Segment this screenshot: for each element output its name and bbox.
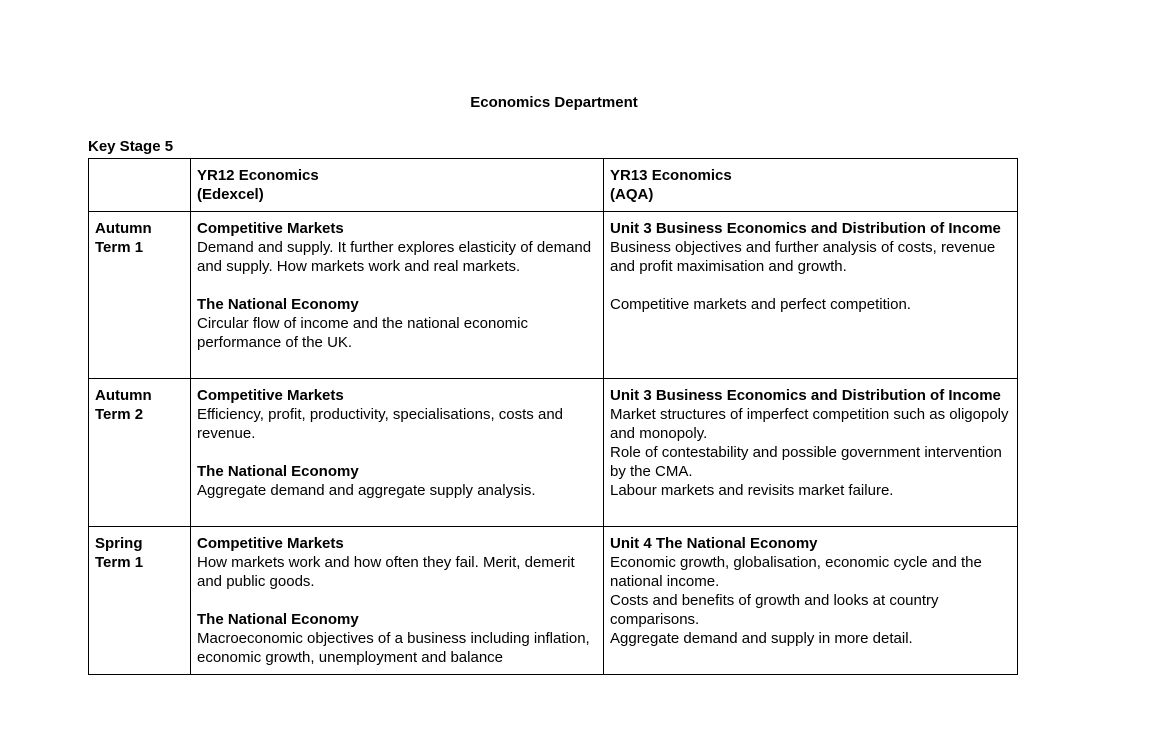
topic-heading: The National Economy (197, 463, 359, 480)
header-yr13-title: YR13 Economics (610, 167, 732, 184)
topic-heading: Unit 3 Business Economics and Distribution of Income (610, 220, 1001, 237)
header-yr13-board: (AQA) (610, 186, 654, 203)
topic-text: Macroeconomic objectives of a business including inflation, economic growth, unemployment and balance (197, 630, 590, 666)
page-title: Economics Department (470, 94, 638, 111)
topic-text: Labour markets and revisits market failure. (610, 482, 894, 499)
table-row (89, 379, 1018, 527)
header-empty-cell (89, 159, 191, 212)
topic-text: How markets work and how often they fail. Merit, demerit and public goods. (197, 554, 575, 590)
key-stage-heading: Key Stage 5 (88, 138, 174, 155)
topic-text: Market structures of imperfect competition such as oligopoly and monopoly. (610, 406, 1009, 442)
header-yr13 (604, 159, 1018, 212)
yr12-cell (191, 212, 604, 379)
topic-heading: The National Economy (197, 611, 359, 628)
table-row (89, 212, 1018, 379)
term-label-line2: Term 1 (95, 554, 144, 571)
topic-text: Competitive markets and perfect competition. (610, 296, 911, 313)
header-yr12-board: (Edexcel) (197, 186, 264, 203)
yr12-cell (191, 379, 604, 527)
term-label-line1: Autumn (95, 387, 152, 404)
topic-text: Business objectives and further analysis of costs, revenue and profit maximisation and growth. (610, 239, 996, 275)
yr13-cell (604, 379, 1018, 527)
yr13-cell (604, 527, 1018, 675)
topic-text: Efficiency, profit, productivity, specialisations, costs and revenue. (197, 406, 563, 442)
term-cell (89, 527, 191, 675)
term-label-line1: Spring (95, 535, 143, 552)
term-cell (89, 379, 191, 527)
term-label-line2: Term 2 (95, 406, 144, 423)
term-label-line1: Autumn (95, 220, 152, 237)
table-header-row (89, 159, 1018, 212)
yr13-cell (604, 212, 1018, 379)
topic-heading: Competitive Markets (197, 220, 344, 237)
topic-heading: The National Economy (197, 296, 359, 313)
term-label-line2: Term 1 (95, 239, 144, 256)
header-yr12 (191, 159, 604, 212)
topic-text: Costs and benefits of growth and looks at country comparisons. (610, 592, 939, 628)
topic-heading: Unit 4 The National Economy (610, 535, 818, 552)
topic-heading: Competitive Markets (197, 535, 344, 552)
topic-text: Circular flow of income and the national economic performance of the UK. (197, 315, 529, 351)
topic-heading: Competitive Markets (197, 387, 344, 404)
topic-text: Aggregate demand and aggregate supply analysis. (197, 482, 536, 499)
topic-heading: Unit 3 Business Economics and Distribution of Income (610, 387, 1001, 404)
topic-text: Role of contestability and possible government intervention by the CMA. (610, 444, 1002, 480)
topic-text: Demand and supply. It further explores elasticity of demand and supply. How markets work and real markets. (197, 239, 592, 275)
table-row (89, 527, 1018, 675)
topic-text: Economic growth, globalisation, economic cycle and the national income. (610, 554, 982, 590)
yr12-cell (191, 527, 604, 675)
curriculum-table (88, 158, 1018, 675)
topic-text: Aggregate demand and supply in more detail. (610, 630, 913, 647)
header-yr12-title: YR12 Economics (197, 167, 319, 184)
term-cell (89, 212, 191, 379)
